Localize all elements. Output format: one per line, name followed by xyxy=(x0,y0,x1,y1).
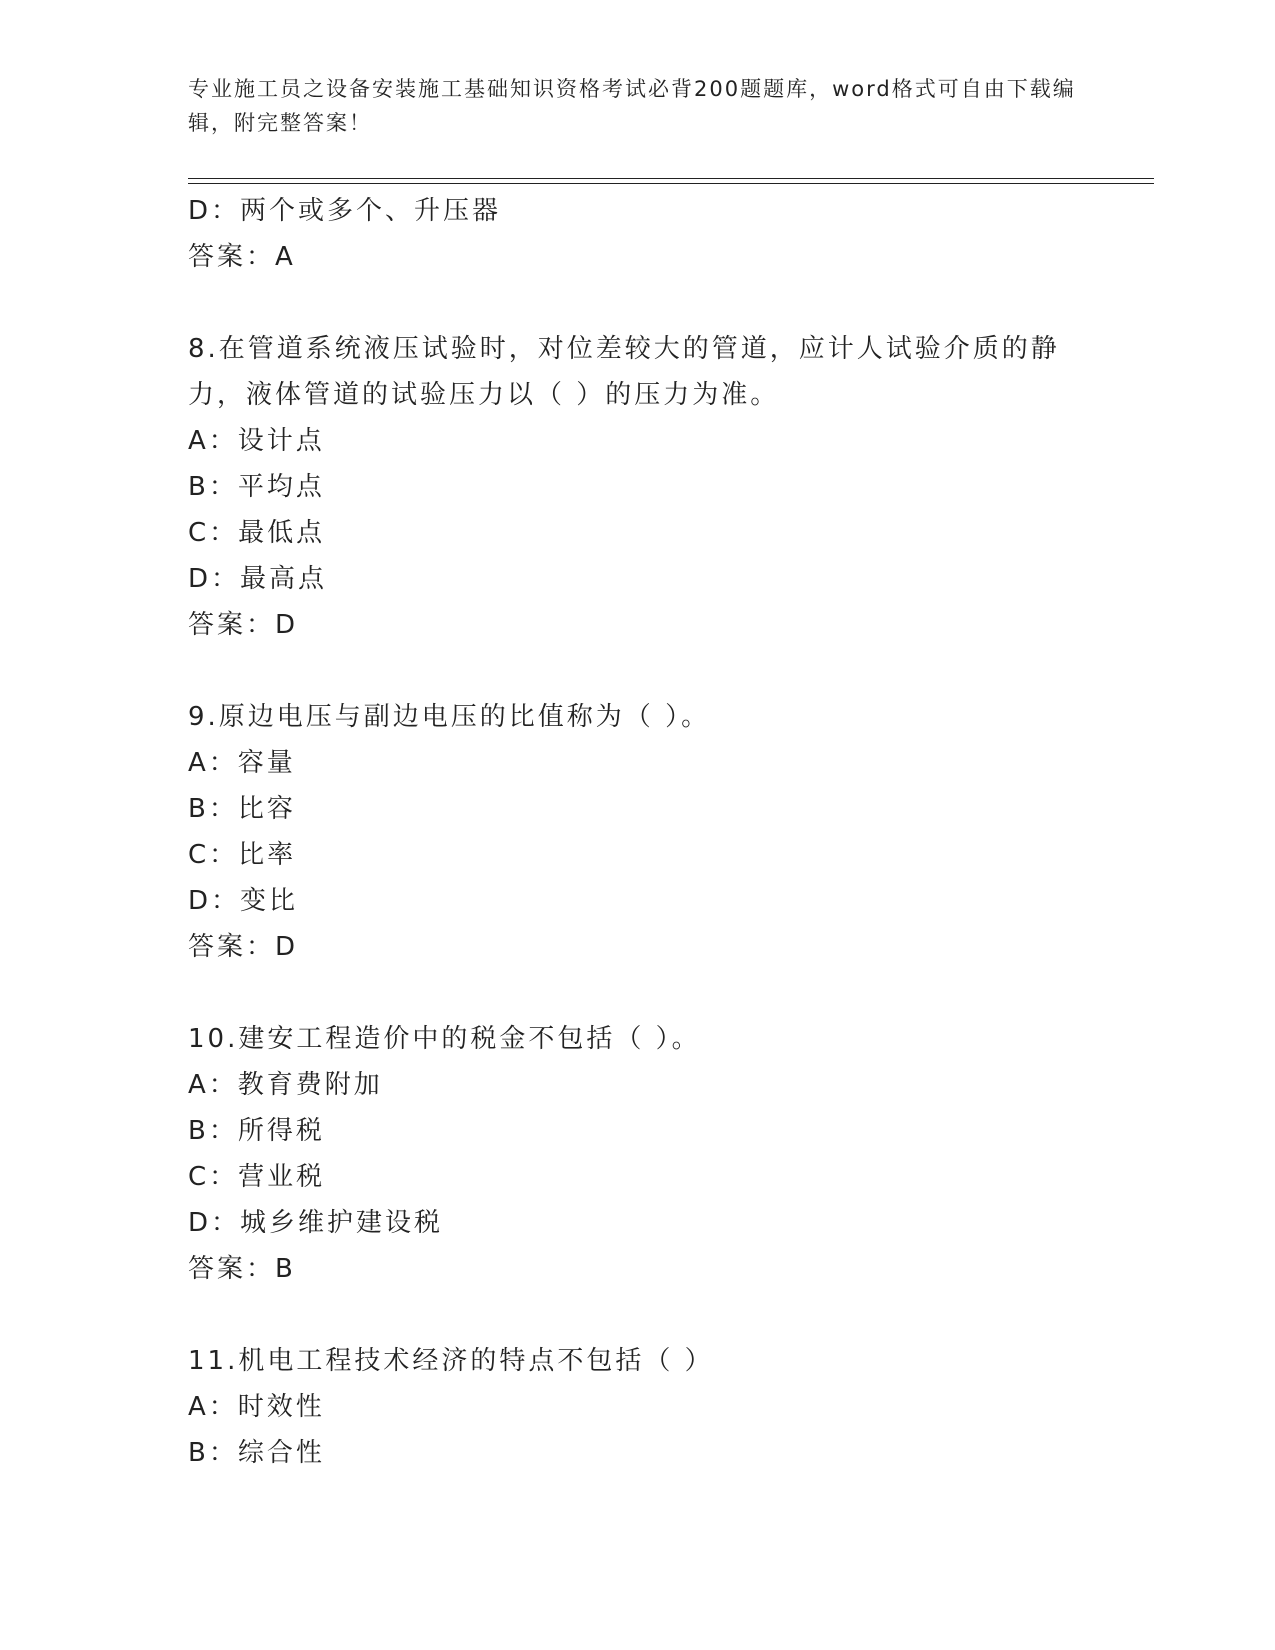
option-d: D：城乡维护建设税 xyxy=(188,1208,444,1238)
question-list xyxy=(188,188,1088,1476)
option-d: D：最高点 xyxy=(188,564,328,594)
option-c: C：营业税 xyxy=(188,1162,326,1192)
option-b: B：平均点 xyxy=(188,472,325,502)
answer: 答案：D xyxy=(188,610,299,640)
document-header: 专业施工员之设备安装施工基础知识资格考试必背200题题库，word格式可自由下载编辑，附完整答案！ xyxy=(188,77,1076,135)
option-b: B：比容 xyxy=(188,794,296,824)
option-c: C：最低点 xyxy=(188,518,326,548)
option-d: D：两个或多个、升压器 xyxy=(188,196,502,226)
option-c: C：比率 xyxy=(188,840,297,870)
question-11 xyxy=(188,1338,1088,1476)
option-a: A：设计点 xyxy=(188,426,325,456)
answer: 答案：A xyxy=(188,242,296,272)
option-d: D：变比 xyxy=(188,886,299,916)
question-text: 9.原边电压与副边电压的比值称为（ ）。 xyxy=(188,702,711,732)
header-rule-bottom xyxy=(188,183,1154,184)
answer: 答案：D xyxy=(188,932,299,962)
option-a: A：教育费附加 xyxy=(188,1070,383,1100)
previous-question-tail xyxy=(188,188,1088,280)
question-10 xyxy=(188,1016,1088,1292)
question-text: 11.机电工程技术经济的特点不包括（ ） xyxy=(188,1346,714,1376)
option-a: A：时效性 xyxy=(188,1392,325,1422)
question-9 xyxy=(188,694,1088,970)
header-rule-top xyxy=(188,178,1154,179)
question-8 xyxy=(188,326,1088,648)
option-b: B：综合性 xyxy=(188,1438,325,1468)
question-text: 10.建安工程造价中的税金不包括（ ）。 xyxy=(188,1024,701,1054)
answer: 答案：B xyxy=(188,1254,296,1284)
option-b: B：所得税 xyxy=(188,1116,325,1146)
question-text: 8.在管道系统液压试验时，对位差较大的管道，应计人试验介质的静力，液体管道的试验压力以（ ）的压力为准。 xyxy=(188,334,1060,410)
option-a: A：容量 xyxy=(188,748,296,778)
